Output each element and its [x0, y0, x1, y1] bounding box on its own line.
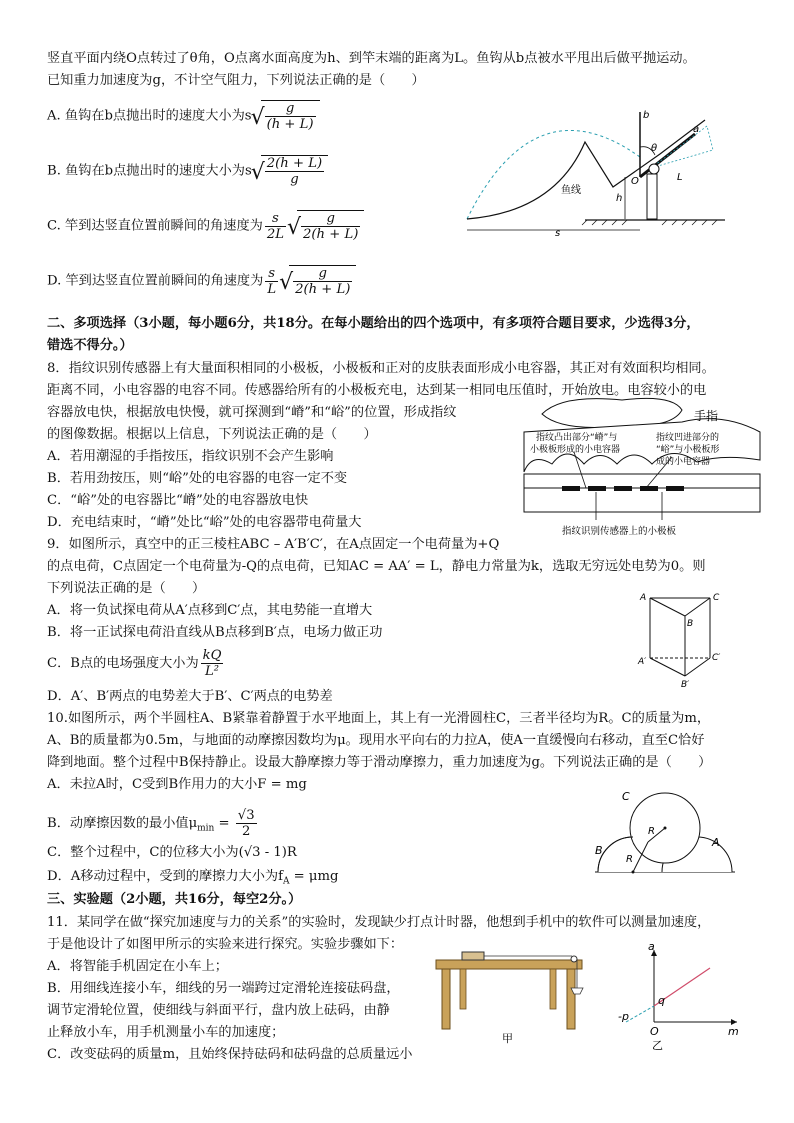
label-b: b	[643, 110, 650, 121]
q10-stem-line2: A、B的质量都为0.5m，与地面的动摩擦因数均为μ。现用水平向右的力拉A，使A一直缓慢向右移动，直至C恰好	[47, 733, 705, 748]
label-C1: C′	[712, 653, 721, 663]
label-B: B	[687, 619, 694, 629]
cylinders-diagram	[590, 784, 740, 878]
q11-step-a: A．将智能手机固定在小车上；	[47, 959, 228, 974]
label-C: C	[622, 790, 630, 803]
q8-stem-line3: 容器放电快，根据放电快慢，就可探测到“嵴”和“峪”的位置，形成指纹	[47, 405, 457, 420]
q11-step-b-line1: B．用细线连接小车，细线的另一端跨过定滑轮连接砝码盘，	[47, 981, 400, 996]
graph-a-vs-m	[612, 940, 747, 1052]
label-B: B	[595, 844, 603, 857]
q7-option-d[interactable]: D. 竿到达竖直位置前瞬间的角速度为 $\frac{s}{L}$ √ $\frac{g}{2(h + L)}$	[47, 265, 356, 297]
q11-stem-line2: 于是他设计了如图甲所示的实验来进行探究。实验步骤如下：	[47, 937, 404, 952]
label-R2: R	[626, 854, 633, 865]
label-jia: 甲	[502, 1032, 513, 1045]
label-p: -p	[618, 1010, 629, 1023]
q9-option-b[interactable]: B．将一正试探电荷沿直线从B点移到B′点，电场力做正功	[47, 625, 383, 640]
label-O: O	[631, 176, 639, 187]
label-theta: θ	[651, 143, 658, 154]
q7-stem-line2: 已知重力加速度为g，不计空气阻力，下列说法正确的是（ ）	[47, 73, 425, 88]
q8-option-a[interactable]: A．若用潮湿的手指按压，指纹识别不会产生影响	[47, 449, 334, 464]
trajectory-path	[467, 130, 640, 219]
q7-option-c[interactable]: C. 竿到达竖直位置前瞬间的角速度为 $\frac{s}{2L}$ √ $\frac{g}{2(h + L)}$	[47, 210, 364, 242]
fishing-diagram	[455, 102, 735, 242]
q10-stem-line1: 10.如图所示，两个半圆柱A、B紧靠着静置于水平地面上，其上有一光滑圆柱C，三者半径均为R。C的质量为m，	[47, 711, 711, 726]
q7-option-a[interactable]: A. 鱼钩在b点抛出时的速度大小为s √ $\frac{g}{(h + L)}$	[47, 100, 320, 132]
q9-option-d[interactable]: D．A′、B′两点的电势差大于B′、C′两点的电势差	[47, 689, 333, 704]
pulley	[571, 956, 577, 962]
label-A1: A′	[638, 657, 647, 667]
q8-option-c[interactable]: C．“峪”处的电容器比“嵴”处的电容器放电快	[47, 493, 309, 508]
label-fishing-line: 鱼线	[561, 185, 581, 196]
q9-stem-line1: 9．如图所示，真空中的正三棱柱ABC – A′B′C′，在A点固定一个电荷量为+Q	[47, 537, 500, 552]
cart	[462, 952, 484, 960]
label-ridge2: 小极板形成的小电容器	[530, 445, 621, 455]
person	[647, 174, 657, 219]
label-a: a	[693, 124, 700, 135]
q9-stem-line2: 的点电荷，C点固定一个电荷量为-Q的点电荷，已知AC = AA′ = L，静电力常量为k，选取无穷远处电势为0。则	[47, 559, 706, 574]
label-finger: 手指	[694, 409, 719, 423]
table-apparatus-diagram	[432, 950, 590, 1050]
q8-stem-line2: 距离不同，小电容器的电容不同。传感器给所有的小极板充电，达到某一相同电压值时，开始放电。电容较小的电	[47, 383, 707, 398]
label-caption: 指纹识别传感器上的小极板	[562, 526, 677, 537]
q11-step-c: C．改变砝码的质量m，且始终保持砝码和砝码盘的总质量远小	[47, 1047, 413, 1062]
q8-stem-line1: 8．指纹识别传感器上有大量面积相同的小极板，小极板和正对的皮肤表面形成小电容器，其正对有效面积均相同。	[47, 361, 715, 376]
fishing-line	[467, 120, 705, 219]
label-ridge1: 指纹凸出部分“嵴”与	[536, 433, 618, 443]
label-yi: 乙	[652, 1039, 663, 1052]
label-valley1: 指纹凹进部分的	[656, 433, 720, 443]
label-O: O	[650, 1025, 659, 1038]
fingerprint-sensor-diagram	[522, 392, 762, 540]
label-C: C	[713, 593, 720, 603]
label-h: h	[616, 193, 623, 204]
q10-option-a[interactable]: A．未拉A时，C受到B作用力的大小F = mg	[47, 777, 307, 792]
prism-diagram	[635, 588, 725, 690]
q11-step-b-line2: 调节定滑轮位置，使细线与斜面平行，盘内放上砝码，由静	[47, 1003, 390, 1018]
section2-title-line1: 二、多项选择（3小题，每小题6分，共18分。在每小题给出的四个选项中，有多项符合题目要求，少选得3分，	[47, 316, 700, 331]
q7-stem-line1: 竖直平面内绕O点转过了θ角，O点离水面高度为h、到竿末端的距离为L。鱼钩从b点被水平甩出后做平抛运动。	[47, 51, 696, 66]
q10-option-b[interactable]: B．动摩擦因数的最小值$\mu_{min}$ = $\frac{√3}{2}$	[47, 808, 255, 839]
section3-title: 三、实验题（2小题，共16分，每空2分。）	[47, 892, 302, 907]
q9-option-c[interactable]: C．B点的电场强度大小为 $\frac{kQ}{\text{L²}}$	[47, 648, 222, 679]
label-valley2: “峪”与小极板形	[656, 445, 720, 455]
label-A: A	[712, 836, 720, 849]
label-q: q	[658, 994, 665, 1007]
q9-stem-line3: 下列说法正确的是（ ）	[47, 581, 206, 596]
q11-step-b-line3: 止释放小车，用手机测量小车的加速度；	[47, 1025, 285, 1040]
q8-option-d[interactable]: D．充电结束时，“嵴”处比“峪”处的电容器带电荷量大	[47, 515, 362, 530]
q9-option-a[interactable]: A．将一负试探电荷从A′点移到C′点，其电势能一直增大	[47, 603, 373, 618]
q10-option-c[interactable]: C．整个过程中，C的位移大小为(√3 - 1)R	[47, 845, 297, 860]
q8-stem-line4: 的图像数据。根据以上信息，下列说法正确的是（ ）	[47, 427, 377, 442]
section2-title-line2: 错选不得分。）	[47, 338, 133, 353]
q11-stem-line1: 11．某同学在做“探究加速度与力的关系”的实验时，发现缺少打点计时器，他想到手机中的软件可以测量加速度，	[47, 915, 711, 930]
dashed-extension	[626, 1006, 654, 1022]
q10-option-d[interactable]: D．A移动过程中，受到的摩擦力大小为$f_A = \mu mg$	[47, 869, 339, 887]
q7-option-b[interactable]: B. 鱼钩在b点抛出时的速度大小为s √ $\frac{2(h + L)}{g}$	[47, 155, 328, 187]
label-L: L	[677, 172, 683, 183]
label-A: A	[640, 593, 647, 603]
q8-option-b[interactable]: B．若用劲按压，则“峪”处的电容器的电容一定不变	[47, 471, 348, 486]
label-a: a	[648, 940, 655, 953]
q10-stem-line3: 降到地面。整个过程中B保持静止。设最大静摩擦力等于滑动摩擦力，重力加速度为g。下列说法正确的是（ ）	[47, 755, 712, 770]
label-s: s	[555, 228, 561, 239]
label-m: m	[728, 1025, 739, 1038]
label-valley3: 成的小电容器	[656, 457, 711, 467]
label-B1: B′	[681, 680, 690, 690]
label-R1: R	[648, 826, 655, 837]
